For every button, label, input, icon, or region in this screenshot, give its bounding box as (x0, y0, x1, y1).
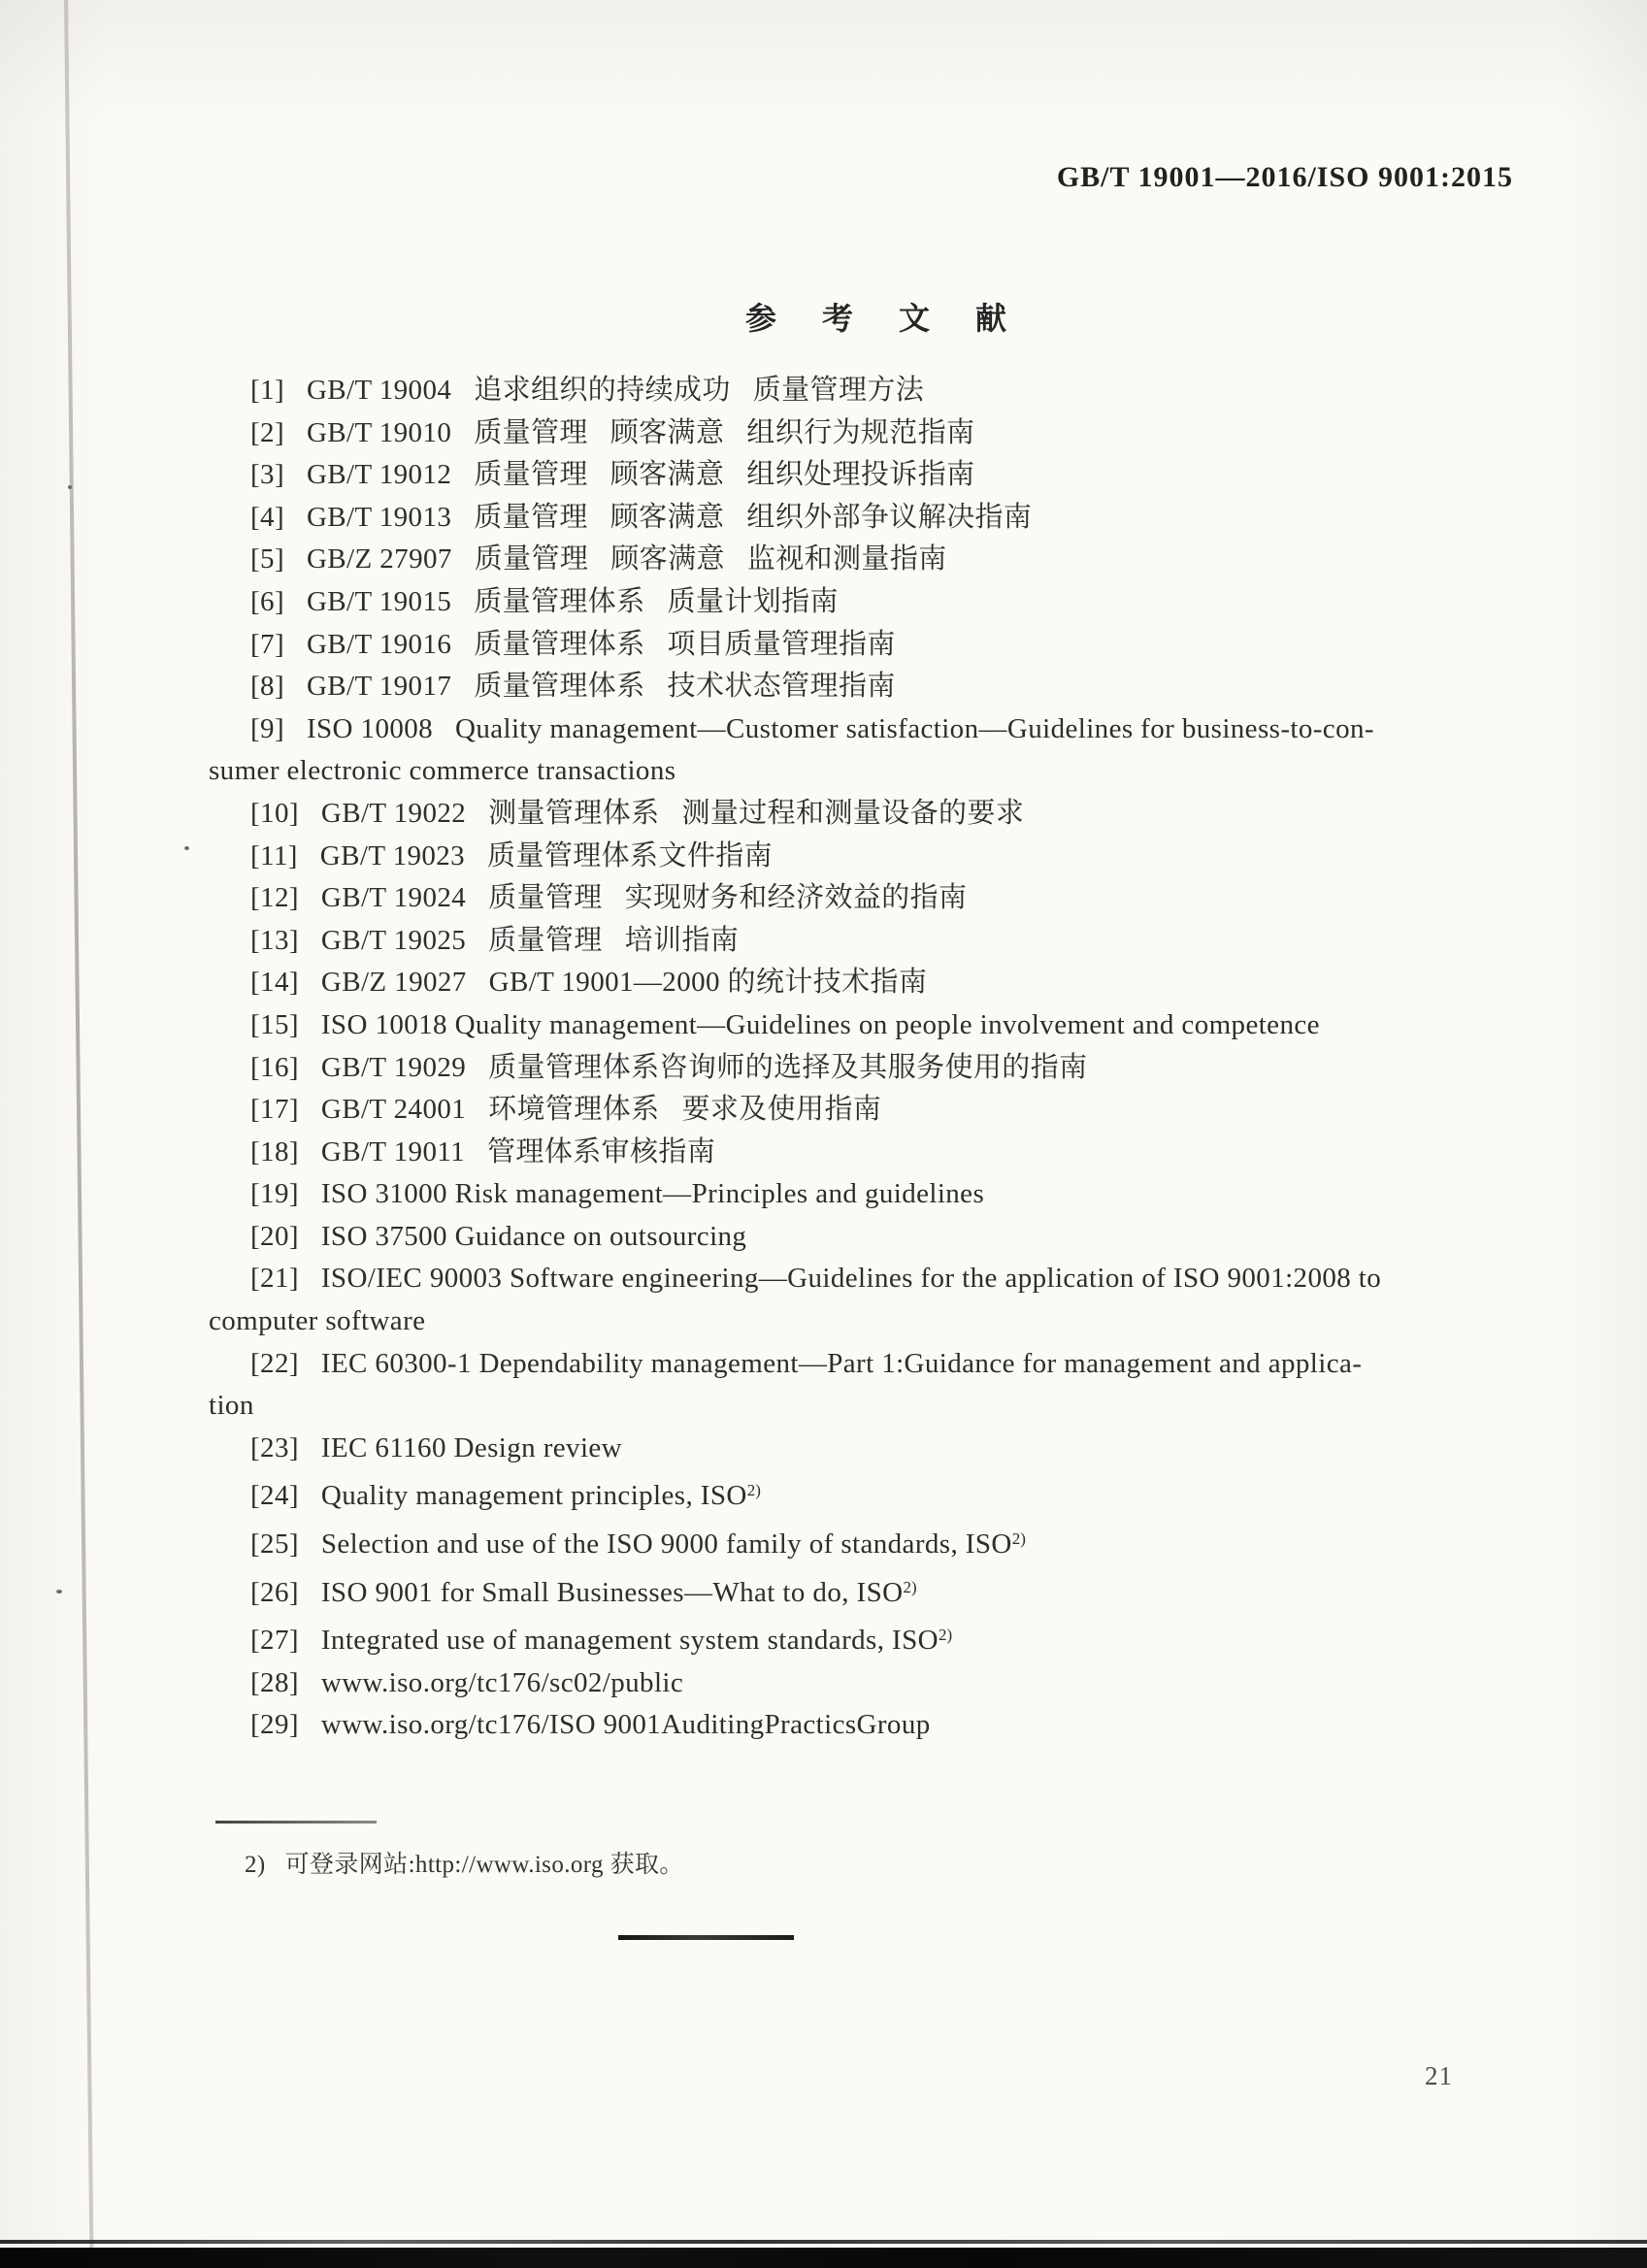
reference-line (209, 1566, 1567, 1615)
reference-line (209, 750, 1567, 793)
footnote-divider-rule (215, 1821, 377, 1824)
reference-line-text: [28] www.iso.org/tc176/sc02/public (250, 1666, 684, 1698)
reference-line-text: [27] Integrated use of management system standards, ISO (250, 1625, 939, 1657)
reference-line-text: [6] GB/T 19015 质量管理体系 质量计划指南 (250, 585, 839, 617)
end-of-document-divider (618, 1935, 794, 1940)
reference-line (209, 1704, 1567, 1747)
reference-line-text: [14] GB/Z 19027 GB/T 19001—2000 的统计技术指南 (250, 967, 928, 999)
reference-line-text: [25] Selection and use of the ISO 9000 family of standards, ISO (250, 1528, 1012, 1561)
scan-bottom-edge-line (0, 2240, 1647, 2244)
scan-speck (56, 1590, 62, 1594)
reference-line-text: tion (209, 1390, 254, 1422)
reference-line-text: [11] GB/T 19023 质量管理体系文件指南 (250, 839, 774, 871)
footnote-reference-superscript: 2) (903, 1577, 917, 1596)
reference-line (209, 962, 1567, 1004)
reference-line-text: [4] GB/T 19013 质量管理 顾客满意 组织外部争议解决指南 (250, 501, 1033, 533)
reference-line (209, 1614, 1567, 1662)
reference-line (209, 1469, 1567, 1518)
reference-line (209, 1004, 1567, 1047)
reference-line (209, 412, 1567, 455)
reference-line-text: [22] IEC 60300-1 Dependability management—Part 1:Guidance for management and applica- (250, 1347, 1363, 1379)
scan-bottom-edge-band (0, 2248, 1647, 2268)
reference-line-text: [15] ISO 10018 Quality management—Guidelines on people involvement and competence (250, 1008, 1320, 1040)
reference-line (209, 666, 1567, 708)
reference-line (209, 1428, 1567, 1470)
reference-line (209, 708, 1567, 751)
reference-line-text: sumer electronic commerce transactions (209, 755, 676, 787)
page-header-standard-number: GB/T 19001—2016/ISO 9001:2015 (1056, 161, 1513, 193)
reference-line (209, 1518, 1567, 1566)
reference-line-text: [8] GB/T 19017 质量管理体系 技术状态管理指南 (250, 671, 896, 703)
reference-line (209, 1132, 1567, 1174)
reference-line-text: [21] ISO/IEC 90003 Software engineering—Guidelines for the application of ISO 9001:2008 to (250, 1263, 1382, 1295)
reference-line-text: [26] ISO 9001 for Small Businesses—What to do, ISO (250, 1576, 904, 1608)
reference-line (209, 1047, 1567, 1090)
page-number: 21 (1425, 2061, 1453, 2090)
reference-line-text: [29] www.iso.org/tc176/ISO 9001AuditingPracticsGroup (250, 1709, 931, 1741)
reference-line-text: [12] GB/T 19024 质量管理 实现财务和经济效益的指南 (250, 882, 968, 914)
reference-line-text: [10] GB/T 19022 测量管理体系 测量过程和测量设备的要求 (250, 797, 1025, 829)
reference-line (209, 1300, 1567, 1343)
scan-crease-line (64, 0, 94, 2268)
reference-line-text: [5] GB/Z 27907 质量管理 顾客满意 监视和测量指南 (250, 543, 947, 575)
reference-line (209, 539, 1567, 581)
reference-line (209, 581, 1567, 624)
reference-line (209, 1385, 1567, 1428)
reference-line (209, 1216, 1567, 1259)
page-title: 参 考 文 献 (744, 301, 1009, 336)
scan-speck (184, 846, 189, 850)
reference-line-text: [17] GB/T 24001 环境管理体系 要求及使用指南 (250, 1094, 882, 1126)
reference-list (209, 370, 1567, 1747)
reference-line (209, 624, 1567, 667)
footnote-reference-superscript: 2) (1011, 1529, 1026, 1549)
footnote-reference-superscript: 2) (746, 1481, 761, 1500)
reference-line-text: [24] Quality management principles, ISO (250, 1480, 747, 1512)
reference-line-text: [2] GB/T 19010 质量管理 顾客满意 组织行为规范指南 (250, 416, 975, 448)
reference-line-text: [19] ISO 31000 Risk management—Principles and guidelines (250, 1178, 985, 1210)
reference-line (209, 836, 1567, 878)
reference-line (209, 1089, 1567, 1132)
reference-line (209, 1662, 1567, 1705)
reference-line-text: [9] ISO 10008 Quality management—Customer satisfaction—Guidelines for business-to-con- (250, 712, 1374, 744)
reference-line-text: [18] GB/T 19011 管理体系审核指南 (250, 1135, 716, 1167)
reference-line (209, 370, 1567, 412)
scan-speck (68, 485, 72, 489)
reference-line-text: [3] GB/T 19012 质量管理 顾客满意 组织处理投诉指南 (250, 459, 975, 491)
reference-line (209, 1258, 1567, 1300)
reference-line (209, 454, 1567, 497)
reference-line-text: [20] ISO 37500 Guidance on outsourcing (250, 1220, 747, 1252)
reference-line (209, 1173, 1567, 1216)
reference-line-text: [23] IEC 61160 Design review (250, 1431, 623, 1463)
reference-line (209, 497, 1567, 540)
reference-line (209, 877, 1567, 920)
footnote-text: 2) 可登录网站:http://www.iso.org 获取。 (245, 1852, 684, 1878)
reference-line (209, 793, 1567, 836)
reference-line (209, 920, 1567, 963)
footnote-reference-superscript: 2) (938, 1626, 953, 1645)
reference-line-text: [1] GB/T 19004 追求组织的持续成功 质量管理方法 (250, 375, 925, 406)
reference-line-text: [16] GB/T 19029 质量管理体系咨询师的选择及其服务使用的指南 (250, 1051, 1088, 1083)
reference-line-text: [13] GB/T 19025 质量管理 培训指南 (250, 924, 740, 956)
reference-line-text: computer software (209, 1305, 426, 1337)
reference-line-text: [7] GB/T 19016 质量管理体系 项目质量管理指南 (250, 628, 896, 660)
reference-line (209, 1343, 1567, 1386)
